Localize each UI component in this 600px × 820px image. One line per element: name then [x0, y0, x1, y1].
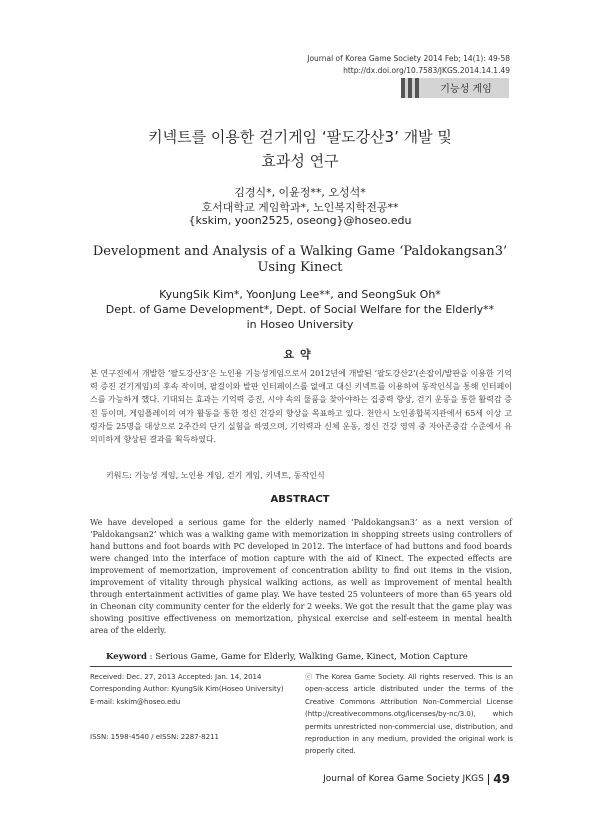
page-number: 49 — [493, 772, 510, 786]
affiliation-korean: 호서대학교 게임학과*, 노인복지학전공** — [201, 201, 399, 214]
category-label: 기능성 게임 — [440, 84, 492, 95]
footer-journal-name: Journal of Korea Game Society JKGS — [323, 774, 484, 784]
title-korean-line-2: 효과성 연구 — [261, 152, 339, 170]
footer-separator — [488, 774, 490, 785]
issn: ISSN: 1598-4540 / eISSN: 2287-8211 — [90, 733, 219, 741]
corresponding-email[interactable]: E-mail: kskim@hoseo.edu — [90, 697, 181, 706]
affiliation-english-line-2: in Hoseo University — [246, 318, 354, 331]
keywords-english-list: : Serious Game, Game for Elderly, Walking Game, Kinect, Motion Capture — [146, 652, 468, 662]
category-bars-decoration — [401, 78, 419, 98]
author-emails: {kskim, yoon2525, oseong}@hoseo.edu — [188, 214, 412, 227]
abstract-english-body: We have developed a serious game for the elderly named ‘Paldokangsan3’ as a next version of ‘Paldokangsan2’ which was a walking game with memorization in shopping streets using controllers of hand buttons and foot boards with PC developed in 2012. The interface of had buttons and food boards were changed into the interface of motion capture with the aid of Kinect. The expected effects are improvement of memorization, improvement of concentration ability to find out items in the vision, improvement of vitality through physical walking actions, as well as improvement of mental health through entertainment activities of game play. We have tested 25 volunteers of more than 65 years old in Cheonan city community center for the elderly for 2 weeks. We got the result that the game play was showing positive effectiveness on memorization, physical exercise and self-esteem in mental health area of the elderly. — [90, 518, 512, 635]
title-english-line-2: Using Kinect — [257, 260, 343, 275]
authors-english: KyungSik Kim*, YoonJung Lee**, and SeongSuk Oh* — [159, 288, 441, 301]
authors-korean: 김경식*, 이윤정**, 오성석* — [234, 186, 366, 199]
footnote-manuscript-info — [90, 671, 300, 708]
keywords-english-label: Keyword — [106, 652, 147, 662]
title-korean-line-1: 키넥트를 이용한 걷기게임 ‘팔도강산3’ 개발 및 — [148, 128, 452, 146]
title-english-line-1: Development and Analysis of a Walking Game ‘Paldokangsan3’ — [92, 244, 508, 259]
footnote-divider — [90, 666, 512, 667]
received-accepted-dates: Received: Dec. 27, 2013 Accepted: Jan. 14, 2014 — [90, 673, 262, 681]
affiliation-english-line-1: Dept. of Game Development*, Dept. of Social Welfare for the Elderly** — [105, 303, 495, 316]
page-footer — [323, 772, 510, 786]
abstract-korean-heading: 요약 — [283, 348, 317, 361]
corresponding-author: Corresponding Author: KyungSik Kim(Hoseo University) — [90, 685, 284, 694]
journal-citation: Journal of Korea Game Society 2014 Feb; 14(1): 49-58 — [307, 54, 510, 63]
keywords-english — [106, 652, 468, 662]
abstract-english-heading: ABSTRACT — [270, 494, 330, 505]
copyright-license-notice: ⓒ The Korea Game Society. All rights reserved. This is an open-access article distributed under the terms of the Creative Commons Attribution Non-Commercial License (http://creativecommons.otg/licenses/by-nc/3.0), which permits unrestricted non-commercial use, distribution, and reproduction in any medium, provided the original work is properly cited. — [305, 673, 513, 756]
abstract-korean-body: 본 연구진에서 개발한 ‘팔도강산3’은 노인용 기능성게임으로서 2012년에 개발된 ‘팔도강산2’(손잡이/발판을 이용한 기억력 증진 걷기게임)의 후속 작이며, 팔걸이와 발판 인터페이스를 없애고 대신 키넥트를 이용하여 동작인식을 통해 인터페이스를 가능하게 했다. 기대되는 효과는 기억력 증진, 시야 속의 물품을 찾아야하는 집중력 향상, 걷기 운동을 통한 활력감 증진 등이며, 게임플레이의 여가 활동을 통한 정신 건강의 향상을 목표하고 있다. 천안시 노인종합복지관에서 65세 이상 고령자들 25명을 대상으로 2주간의 단기 실험을 하였으며, 기억력과 신체 운동, 정신 건강 영역 중 자아존중감 수준에서 유의미하게 향상된 결과를 획득하였다. — [90, 369, 512, 445]
keywords-korean: 키워드: 기능성 게임, 노인용 게임, 걷기 게임, 키넥트, 동작인식 — [106, 471, 325, 480]
doi-link[interactable]: http://dx.doi.org/10.7583/JKGS.2014.14.1.49 — [343, 66, 510, 75]
